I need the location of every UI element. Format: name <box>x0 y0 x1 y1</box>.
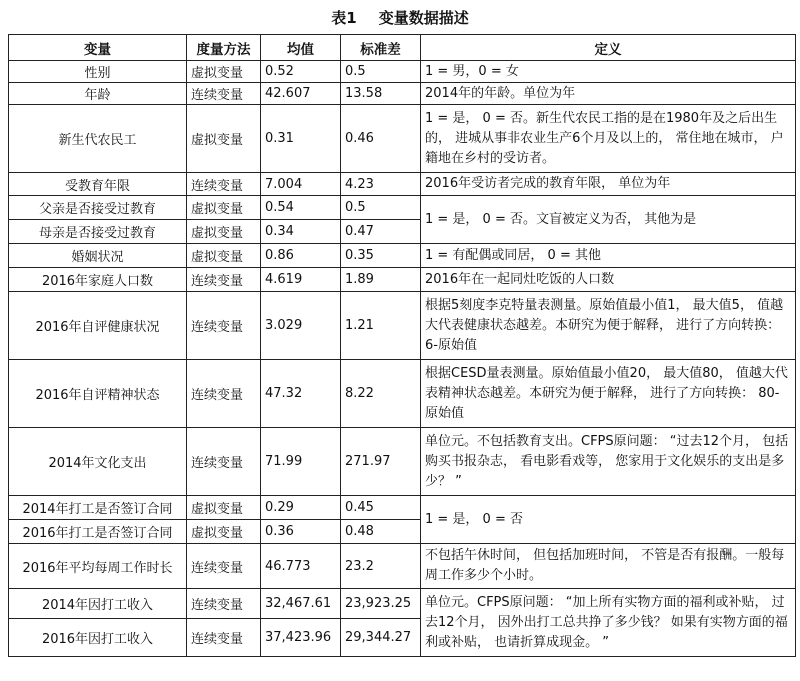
cell-method: 虚拟变量 <box>187 520 261 544</box>
cell-definition: 1 = 是， 0 = 否 <box>421 496 796 544</box>
cell-sd: 0.46 <box>341 105 421 173</box>
cell-variable: 2016年打工是否签订合同 <box>9 520 187 544</box>
variable-description-table <box>8 34 796 657</box>
cell-variable: 2016年家庭人口数 <box>9 268 187 292</box>
cell-sd: 29,344.27 <box>341 619 421 657</box>
cell-variable: 2014年打工是否签订合同 <box>9 496 187 520</box>
cell-mean: 0.52 <box>261 61 341 83</box>
table-row <box>9 105 796 173</box>
cell-method: 虚拟变量 <box>187 496 261 520</box>
cell-variable: 2016年自评精神状态 <box>9 360 187 428</box>
cell-variable: 母亲是否接受过教育 <box>9 220 187 244</box>
cell-variable: 父亲是否接受过教育 <box>9 196 187 220</box>
cell-mean: 0.86 <box>261 244 341 268</box>
cell-sd: 0.5 <box>341 196 421 220</box>
cell-definition: 1 = 男，0 = 女 <box>421 61 796 83</box>
cell-mean: 32,467.61 <box>261 589 341 619</box>
table-row <box>9 196 796 220</box>
cell-sd: 0.5 <box>341 61 421 83</box>
cell-definition: 2016年受访者完成的教育年限， 单位为年 <box>421 173 796 196</box>
table-title: 变量数据描述 <box>378 9 469 27</box>
cell-method: 虚拟变量 <box>187 244 261 268</box>
cell-method: 连续变量 <box>187 173 261 196</box>
cell-mean: 3.029 <box>261 292 341 360</box>
cell-method: 连续变量 <box>187 589 261 619</box>
header-definition: 定义 <box>421 35 796 61</box>
cell-method: 连续变量 <box>187 619 261 657</box>
cell-mean: 0.31 <box>261 105 341 173</box>
cell-definition: 不包括午休时间， 但包括加班时间， 不管是否有报酬。一般每周工作多少个小时。 <box>421 544 796 589</box>
header-variable: 变量 <box>9 35 187 61</box>
cell-sd: 0.48 <box>341 520 421 544</box>
cell-method: 虚拟变量 <box>187 196 261 220</box>
table-row <box>9 83 796 105</box>
cell-mean: 4.619 <box>261 268 341 292</box>
cell-mean: 46.773 <box>261 544 341 589</box>
cell-sd: 271.97 <box>341 428 421 496</box>
cell-definition: 单位元。CFPS原问题： “加上所有实物方面的福利或补贴， 过去12个月， 因外出打工总共挣了多少钱？ 如果有实物方面的福利或补贴， 也请折算成现金。 ” <box>421 589 796 657</box>
cell-sd: 8.22 <box>341 360 421 428</box>
cell-definition: 1 = 是， 0 = 否。新生代农民工指的是在1980年及之后出生的， 进城从事非农业生产6个月及以上的， 常住地在城市， 户籍地在乡村的受访者。 <box>421 105 796 173</box>
cell-method: 连续变量 <box>187 428 261 496</box>
cell-variable: 性别 <box>9 61 187 83</box>
cell-method: 连续变量 <box>187 268 261 292</box>
cell-variable: 2016年平均每周工作时长 <box>9 544 187 589</box>
table-row <box>9 496 796 520</box>
cell-variable: 2016年自评健康状况 <box>9 292 187 360</box>
cell-variable: 新生代农民工 <box>9 105 187 173</box>
cell-sd: 13.58 <box>341 83 421 105</box>
cell-variable: 年龄 <box>9 83 187 105</box>
cell-sd: 23,923.25 <box>341 589 421 619</box>
cell-sd: 0.45 <box>341 496 421 520</box>
cell-definition: 1 = 有配偶或同居， 0 = 其他 <box>421 244 796 268</box>
cell-method: 虚拟变量 <box>187 61 261 83</box>
cell-method: 连续变量 <box>187 292 261 360</box>
cell-definition: 根据5刻度李克特量表测量。原始值最小值1， 最大值5， 值越大代表健康状态越差。本研究为便于解释， 进行了方向转换： 6-原始值 <box>421 292 796 360</box>
cell-variable: 受教育年限 <box>9 173 187 196</box>
table-row <box>9 544 796 589</box>
cell-mean: 0.29 <box>261 496 341 520</box>
cell-sd: 4.23 <box>341 173 421 196</box>
cell-definition: 单位元。不包括教育支出。CFPS原问题： “过去12个月， 包括购买书报杂志， 看电影看戏等， 您家用于文化娱乐的支出是多少？ ” <box>421 428 796 496</box>
cell-method: 连续变量 <box>187 544 261 589</box>
cell-method: 连续变量 <box>187 360 261 428</box>
cell-definition: 根据CESD量表测量。原始值最小值20， 最大值80， 值越大代表精神状态越差。本研究为便于解释， 进行了方向转换： 80-原始值 <box>421 360 796 428</box>
cell-sd: 1.21 <box>341 292 421 360</box>
cell-mean: 0.34 <box>261 220 341 244</box>
cell-definition: 1 = 是， 0 = 否。文盲被定义为否， 其他为是 <box>421 196 796 244</box>
table-row <box>9 360 796 428</box>
cell-method: 虚拟变量 <box>187 220 261 244</box>
table-row <box>9 268 796 292</box>
cell-definition: 2014年的年龄。单位为年 <box>421 83 796 105</box>
cell-mean: 0.54 <box>261 196 341 220</box>
table-row <box>9 244 796 268</box>
cell-definition: 2016年在一起同灶吃饭的人口数 <box>421 268 796 292</box>
table-row <box>9 173 796 196</box>
cell-sd: 1.89 <box>341 268 421 292</box>
cell-mean: 42.607 <box>261 83 341 105</box>
table-row <box>9 589 796 619</box>
table-row <box>9 428 796 496</box>
cell-sd: 0.35 <box>341 244 421 268</box>
cell-variable: 婚姻状况 <box>9 244 187 268</box>
cell-variable: 2016年因打工收入 <box>9 619 187 657</box>
cell-variable: 2014年因打工收入 <box>9 589 187 619</box>
header-method: 度量方法 <box>187 35 261 61</box>
cell-mean: 71.99 <box>261 428 341 496</box>
cell-mean: 37,423.96 <box>261 619 341 657</box>
cell-method: 连续变量 <box>187 83 261 105</box>
table-number: 表1 <box>331 9 357 27</box>
cell-sd: 23.2 <box>341 544 421 589</box>
cell-sd: 0.47 <box>341 220 421 244</box>
header-sd: 标准差 <box>341 35 421 61</box>
cell-mean: 47.32 <box>261 360 341 428</box>
header-mean: 均值 <box>261 35 341 61</box>
cell-method: 虚拟变量 <box>187 105 261 173</box>
cell-mean: 7.004 <box>261 173 341 196</box>
cell-mean: 0.36 <box>261 520 341 544</box>
table-row <box>9 292 796 360</box>
cell-variable: 2014年文化支出 <box>9 428 187 496</box>
table-caption <box>0 4 800 32</box>
header-row <box>9 35 796 61</box>
table-row <box>9 61 796 83</box>
